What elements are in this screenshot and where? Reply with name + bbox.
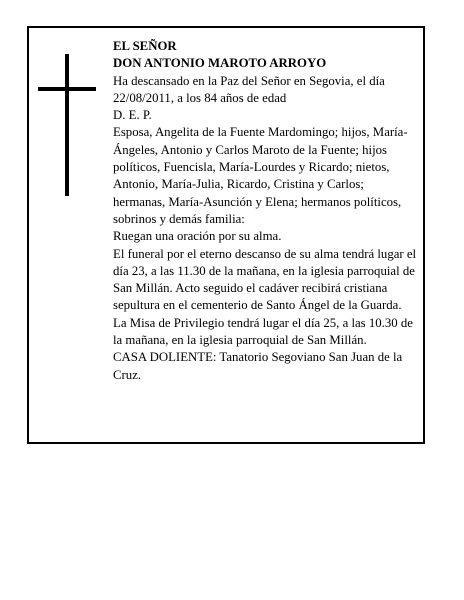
obituary-text <box>113 38 417 384</box>
dep-abbreviation: D. E. P. <box>113 108 152 123</box>
mourning-house: CASA DOLIENTE: Tanatorio Segoviano San Juan de la Cruz. <box>113 350 403 382</box>
family-list: Esposa, Angelita de la Fuente Mardomingo; hijos, María-Ángeles, Antonio y Carlos Maroto de la Fuente; hijos políticos, Fuencisla, María-Lourdes y Ricardo; nietos, Antonio, María-Julia, Ricardo, Cristina y Carlos; hermanas, María-Asunción y Elena; hermanos políticos, sobrinos y demás familia: <box>113 125 408 226</box>
death-announcement: Ha descansado en la Paz del Señor en Segovia, el día 22/08/2011, a los 84 años de edad <box>113 73 385 105</box>
funeral-details: El funeral por el eterno descanso de su alma tendrá lugar el día 23, a las 11.30 de la mañana, en la iglesia parroquial de San Millán. Acto seguido el cadáver recibirá cristiana sepultura en el cementerio de Santo Ángel de la Guarda. <box>113 246 417 313</box>
deceased-name: DON ANTONIO MAROTO ARROYO <box>113 56 327 71</box>
mass-details: La Misa de Privilegio tendrá lugar el día 25, a las 10.30 de la mañana, en la iglesia parroquial de San Millán. <box>113 315 413 348</box>
prayer-request: Ruegan una oración por su alma. <box>113 229 282 244</box>
cross-horizontal-bar <box>38 87 96 91</box>
honorific: EL SEÑOR <box>113 39 177 53</box>
cross-vertical-bar <box>65 54 69 196</box>
